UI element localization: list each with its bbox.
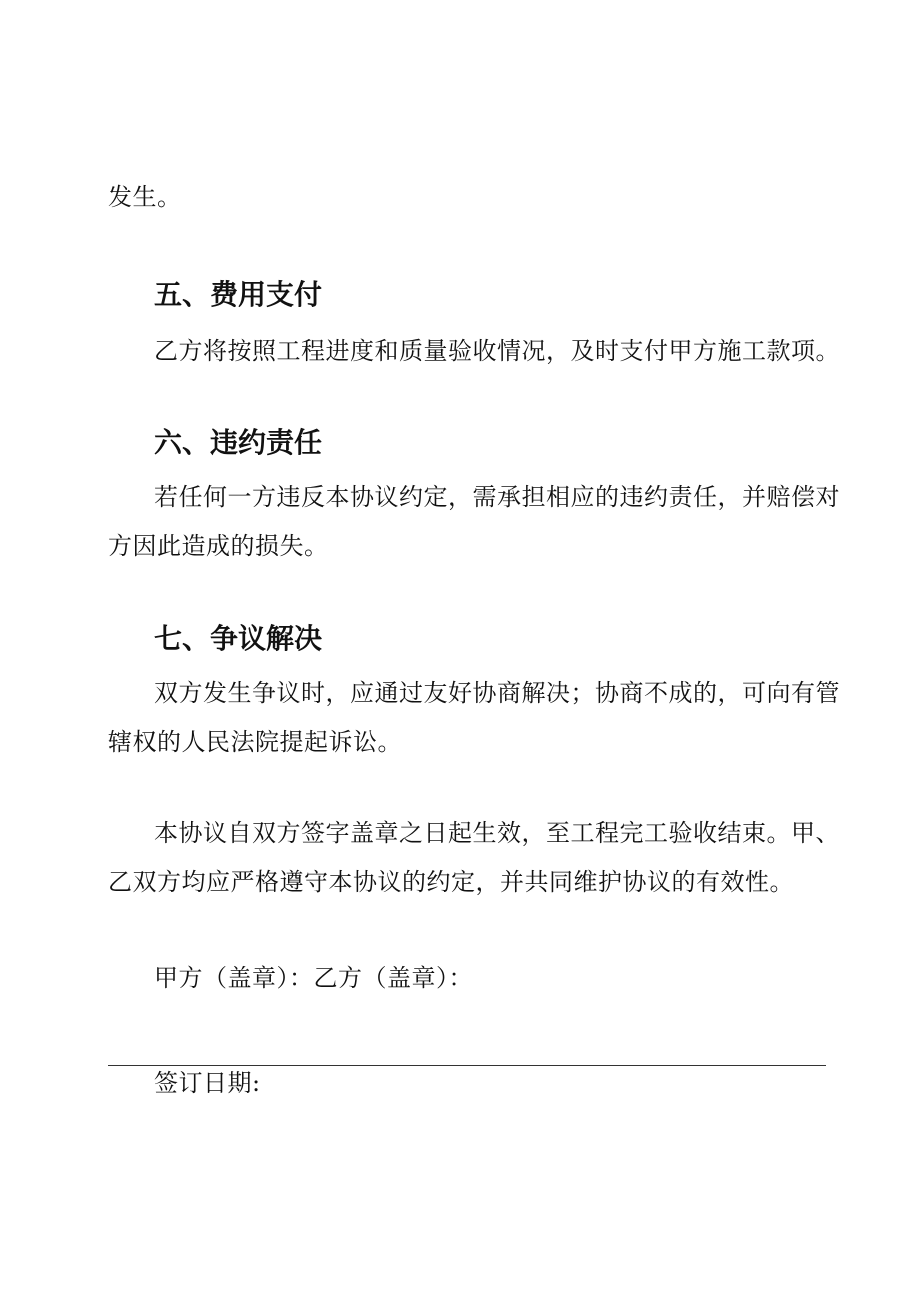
section-heading-fees: 五、费用支付	[154, 278, 323, 311]
section-heading-liability: 六、违约责任	[154, 426, 323, 459]
section-text-disputes-line-1: 双方发生争议时，应通过友好协商解决；协商不成的，可向有管	[154, 679, 840, 707]
section-heading-disputes: 七、争议解决	[154, 622, 323, 655]
carryover-text: 发生。	[108, 183, 182, 211]
date-label: 签订日期:	[154, 1069, 261, 1097]
closing-text-line-1: 本协议自双方签字盖章之日起生效，至工程完工验收结束。甲、	[154, 819, 840, 847]
section-text-disputes-line-2: 辖权的人民法院提起诉讼。	[108, 728, 402, 756]
section-text-liability-line-1: 若任何一方违反本协议约定，需承担相应的违约责任，并赔偿对	[154, 483, 840, 511]
closing-text-line-2: 乙双方均应严格遵守本协议的约定，并共同维护协议的有效性。	[108, 868, 794, 896]
section-text-fees-line-1: 乙方将按照工程进度和质量验收情况，及时支付甲方施工款项。	[154, 337, 840, 365]
signature-line: 甲方（盖章）：乙方（盖章）：	[154, 964, 473, 992]
section-text-liability-line-2: 方因此造成的损失。	[108, 532, 329, 560]
